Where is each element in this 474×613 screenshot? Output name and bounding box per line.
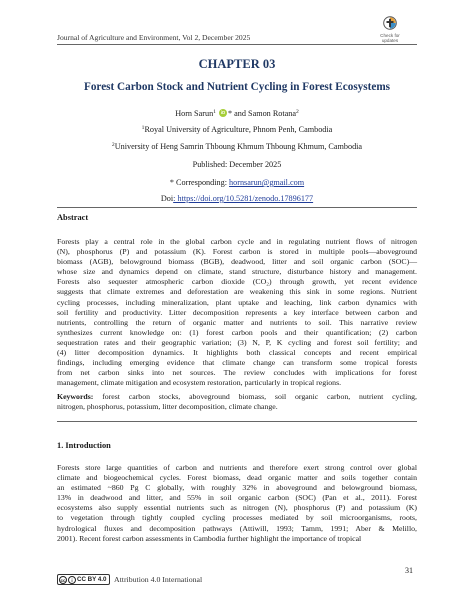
published-date: Published: December 2025 (192, 160, 282, 169)
introduction-line-1: Forests store large quantities of carbon and nutrients and therefore exert strong control over global (57, 463, 417, 472)
paper-title: Forest Carbon Stock and Nutrient Cycling in Forest Ecosystems (84, 81, 390, 93)
abstract-heading: Abstract (57, 213, 89, 222)
journal-header: Journal of Agriculture and Environment, Vol 2, December 2025 (57, 33, 251, 42)
introduction-line-3: an estimated ~860 Pg C globally, with roughly 32% in aboveground and belowground biomass, (57, 483, 417, 493)
affiliation-1-text: Royal University of Agriculture, Phnom Penh, Cambodia (144, 125, 333, 134)
crossmark-line1: Check for (380, 33, 400, 38)
introduction-line-6: to vegetation through tightly coupled cycling processes mediated by soil microorganisms, roots, (57, 513, 417, 523)
corresponding-asterisk: * (228, 109, 233, 118)
abstract-line-10: synthesizes current knowledge on: (1) forest carbon pools and their quantification; (2) carbon (57, 327, 417, 337)
keywords-line-1-text: forest carbon stocks, aboveground biomass, soil organic carbon, nutrient cycling, (93, 392, 417, 401)
author-1-affiliation: 1 (213, 109, 216, 115)
introduction-line-2: climate and biogeochemical cycles. Forest biomass, dead organic matter and soils together contain (57, 473, 417, 483)
abstract-line-4: whose size and dynamics depend on climate, stand structure, disturbance history and management. (57, 267, 417, 277)
affiliation-2-text: University of Heng Samrin Thboung Khmum Thboung Khmum, Cambodia (114, 142, 363, 151)
introduction-line-5: ecosystems also supply essential nutrients such as nitrogen (N), phosphorus (P) and potassium (K) (57, 503, 417, 513)
author-2[interactable]: Samon Rotana (248, 109, 297, 118)
page-number: 31 (405, 566, 413, 575)
affiliation-2 (0, 142, 474, 151)
abstract-line-6: suggests that climate extremes and deforestation are weakening this sink in some regions. Nutrient (57, 287, 417, 297)
corresponding-line (0, 178, 474, 187)
introduction-line-7: hydrological fluxes and decomposition pathways (Attiwill, 1993; Tamm, 1991; Aber & Melillo, (57, 523, 417, 533)
affiliation-1 (0, 125, 474, 134)
abstract-line-8: soil fertility and productivity. Litter decomposition represents a key interface between carbon and (57, 307, 417, 317)
affiliation-1-sup: 1 (141, 125, 145, 131)
doi-link[interactable]: : https://doi.org/10.5281/zenodo.17896177 (173, 194, 314, 203)
introduction-heading: 1. Introduction (57, 441, 111, 450)
abstract-line-13: findings, including emerging evidence that climate change can transform some tropical forests (57, 358, 417, 368)
keywords-label: Keywords: (57, 392, 94, 401)
cc-license-badge[interactable] (57, 574, 110, 585)
corresponding-email-link[interactable]: hornsarun@gmail.com (229, 178, 305, 187)
abstract-line-11: sequestration rates and their geographic variation; (3) N, P, K cycling and forest soil fertility; and (57, 337, 417, 347)
introduction-line-4: 13% in deadwood and litter, and 55% in soil organic carbon (SOC) (Pan et al., 2011). Forest (57, 493, 417, 503)
introduction-body (57, 463, 417, 544)
crossmark-icon (383, 16, 397, 30)
section-divider-bottom (57, 421, 417, 422)
abstract-body (57, 237, 417, 388)
introduction-line-8: 2001). Recent forest carbon assessments in Cambodia further highlight the importance of tropical (57, 533, 362, 543)
keywords-paragraph (57, 392, 417, 412)
abstract-line-3: biomass (AGB), belowground biomass (BGB), deadwood, litter and soil organic carbon (SOC)— (57, 257, 417, 267)
license-text: Attribution 4.0 International (114, 575, 203, 584)
abstract-line-15: management, climate mitigation and ecosystem restoration, particularly in tropical regions. (57, 378, 342, 388)
cc-badge-label: CC BY 4.0 (77, 576, 107, 583)
header-rule (57, 44, 417, 45)
corresponding-label: * Corresponding: (169, 178, 230, 187)
abstract-line-14: from net carbon sinks into net sources. The review concludes with implications for forest (57, 368, 417, 378)
author-2-affiliation: 2 (296, 109, 299, 115)
keywords-line-2: nitrogen, phosphorus, potassium, litter decomposition, climate change. (57, 402, 278, 412)
section-divider-top (57, 207, 417, 208)
abstract-line-2: (N), phosphorus (P) and potassium (K). Forest carbon is stored in multiple pools—aboveground (57, 247, 417, 257)
doi-label: Doi (160, 194, 174, 203)
abstract-line-5: Forests also sequester atmospheric carbon dioxide (CO₂) through growth, yet recent evidence (57, 277, 417, 287)
chapter-label: CHAPTER 03 (198, 57, 276, 71)
cc-icon: cc (60, 577, 66, 583)
crossmark-badge[interactable] (364, 16, 416, 52)
orcid-icon[interactable] (219, 109, 227, 117)
abstract-line-12: (4) litter decomposition dynamics. It highlights both classical concepts and recent empirical (57, 348, 417, 358)
affiliation-2-sup: 2 (111, 142, 115, 148)
crossmark-text (364, 33, 416, 43)
abstract-line-1: Forests play a central role in the global carbon cycle and in regulating nutrient flows of nitrogen (57, 237, 417, 246)
keywords-line-1 (57, 392, 417, 402)
author-1[interactable]: Horn Sarun (175, 109, 214, 118)
crossmark-line2: updates (381, 38, 399, 43)
by-icon: i (68, 576, 76, 584)
doi-line (0, 194, 474, 203)
author-line (0, 109, 474, 118)
abstract-line-7: cycling processes, including mineralization, plant uptake and leaching, link carbon dynamics with (57, 297, 417, 307)
author-and: and (232, 109, 249, 118)
abstract-line-9: nutrients, controlling the return of organic matter and nutrients to soil. This narrative review (57, 317, 417, 327)
